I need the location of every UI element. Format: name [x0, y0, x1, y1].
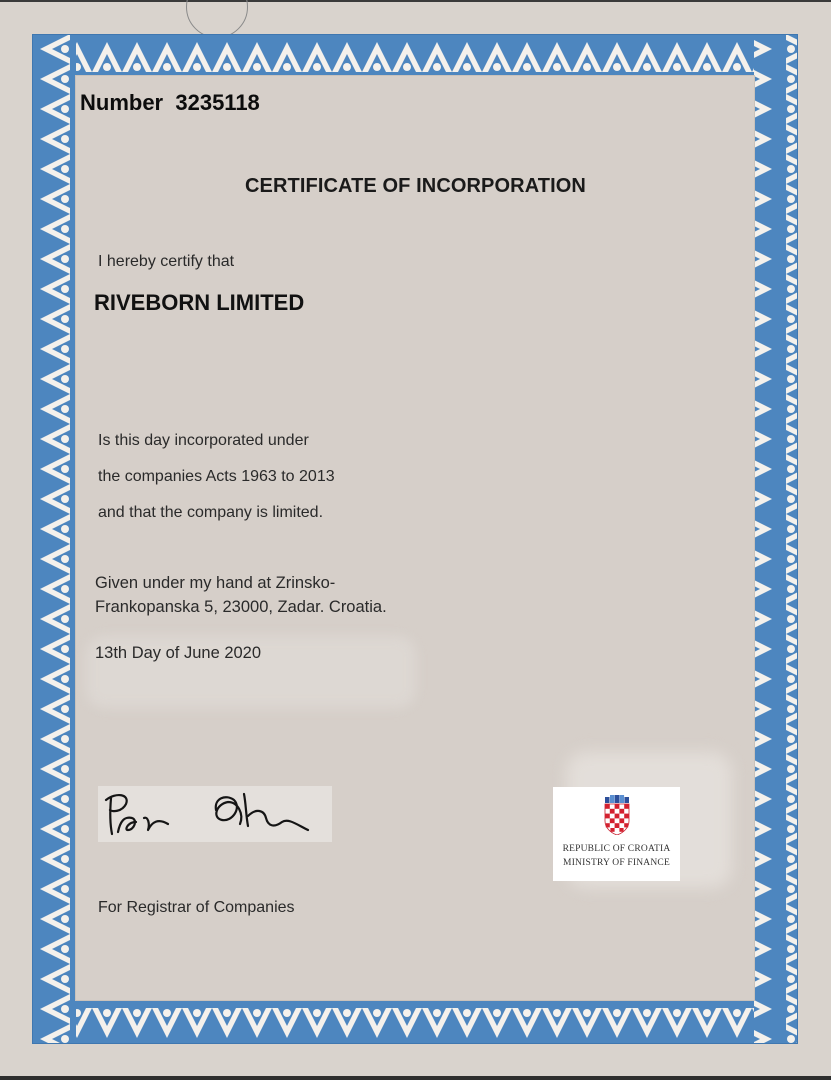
seal-line-2: MINISTRY OF FINANCE: [563, 858, 670, 868]
croatian-coat-of-arms-icon: [604, 795, 630, 835]
registrar-text: For Registrar of Companies: [98, 899, 295, 916]
given-statement: [95, 571, 387, 619]
given-line-2: Frankopanska 5, 23000, Zadar. Croatia.: [95, 598, 387, 616]
certificate-number: [80, 90, 264, 116]
incorporation-line-1: Is this day incorporated under: [98, 432, 309, 449]
seal-line-1: REPUBLIC OF CROATIA: [562, 844, 671, 854]
top-rule: [0, 0, 831, 2]
incorporation-line-2: the companies Acts 1963 to 2013: [98, 468, 335, 485]
incorporation-line-3: and that the company is limited.: [98, 504, 324, 521]
certify-text: I hereby certify that: [98, 253, 235, 270]
number-value: 3235118: [175, 90, 260, 115]
bottom-rule: [0, 1076, 831, 1080]
company-name: RIVEBORN LIMITED: [94, 290, 305, 315]
certificate-title: CERTIFICATE OF INCORPORATION: [245, 175, 586, 197]
signature-icon: [98, 786, 332, 842]
cursor-ring: [186, 0, 248, 38]
signature-image: [98, 786, 332, 842]
ministry-seal: [553, 787, 680, 881]
number-label: Number: [80, 90, 164, 115]
given-line-1: Given under my hand at Zrinsko-: [95, 574, 336, 592]
certificate-date: 13th Day of June 2020: [95, 644, 262, 662]
